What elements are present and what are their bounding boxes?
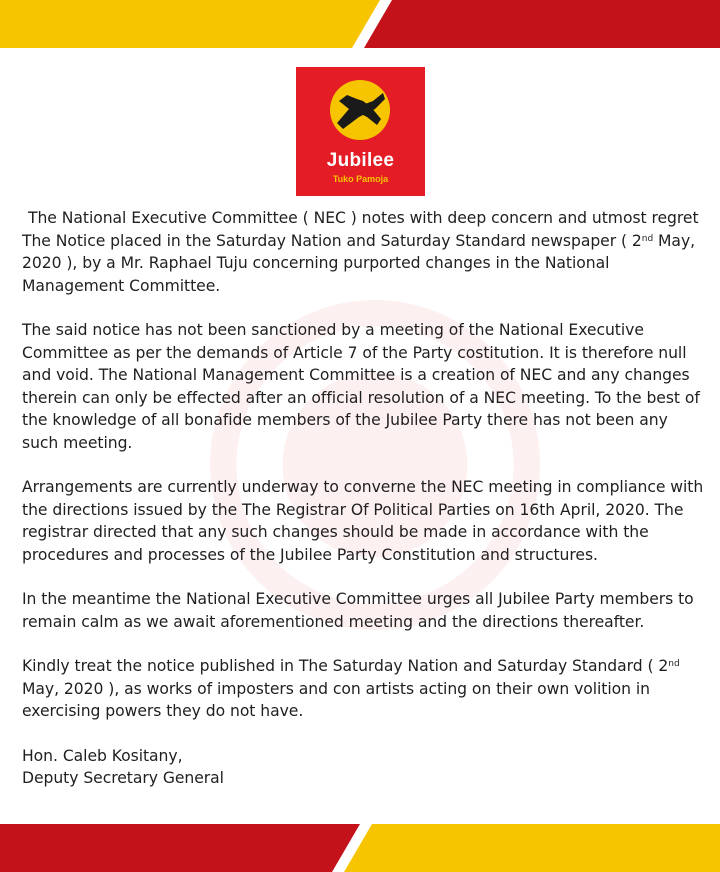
signatory-name: Hon. Caleb Kositany, (22, 746, 183, 765)
paragraph-3: Arrangements are currently underway to converne the NEC meeting in compliance with the directions issued by the The Registrar Of Political Parties on 16th April, 2020. The registrar directed that any such changes should be made in accordance with the procedures and processes of the Jubilee Party Constitution and structures. (22, 478, 704, 564)
signature-block (22, 745, 706, 790)
bottom-color-band (0, 824, 720, 872)
clasped-hands-icon (329, 79, 391, 141)
jubilee-logo (296, 67, 425, 196)
statement-body (22, 207, 706, 790)
signatory-title: Deputy Secretary General (22, 769, 224, 787)
paragraph-2: The said notice has not been sanctioned by a meeting of the National Executive Committee as per the demands of Article 7 of the Party costitution. It is therefore null and void. The National Management Committee is a creation of NEC and any changes therein can only be effected after an official resolution of a NEC meeting. To the best of the knowledge of all bonafide members of the Jubilee Party there has not been any such meeting. (22, 321, 700, 452)
logo-wordmark: Jubilee (326, 150, 395, 171)
paragraph-1: The National Executive Committee ( NEC ) notes with deep concern and utmost regret The Notice placed in the Saturday Nation and Saturday Standard newspaper ( 2nd May, 2020 ), by a Mr. Raphael Tuju concerning purported changes in the National Management Committee. (22, 209, 699, 295)
top-color-band (0, 0, 720, 48)
paragraph-5: Kindly treat the notice published in The Saturday Nation and Saturday Standard ( 2nd May, 2020 ), as works of imposters and con artists acting on their own volition in exercising powers they do not have. (22, 657, 680, 720)
paragraph-4: In the meantime the National Executive Committee urges all Jubilee Party members to remain calm as we await aforementioned meeting and the directions thereafter. (22, 590, 694, 631)
logo-slogan: Tuko Pamoja (332, 174, 389, 184)
